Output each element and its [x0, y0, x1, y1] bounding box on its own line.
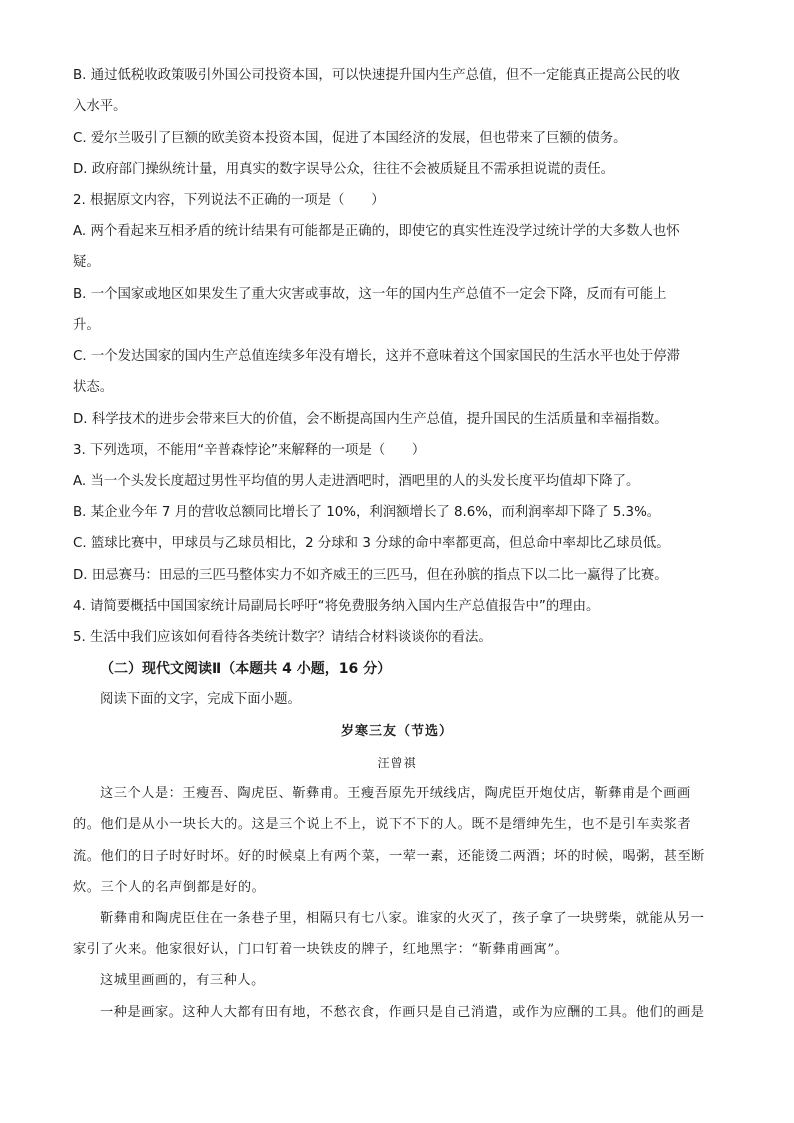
q1-option-c: C. 爱尔兰吸引了巨额的欧美资本投资本国，促进了本国经济的发展，但也带来了巨额的债务。 [73, 131, 627, 146]
q3-option-a: A. 当一个头发长度超过男性平均值的男人走进酒吧时，酒吧里的人的头发长度平均值却下降了。 [73, 474, 640, 489]
q2-stem: 2. 根据原文内容，下列说法不正确的一项是（ ） [73, 193, 385, 208]
q3-option-c: C. 篮球比赛中，甲球员与乙球员相比，2 分球和 3 分球的命中率都更高，但总命中率却比乙球员低。 [73, 536, 670, 551]
q2-option-b-line1: B. 一个国家或地区如果发生了重大灾害或事故，这一年的国内生产总值不一定会下降，反而有可能上 [73, 287, 667, 302]
section-instruction: 阅读下面的文字，完成下面小题。 [100, 692, 301, 707]
q2-option-c-line2: 状态。 [73, 380, 114, 395]
passage-p3: 这城里画画的，有三种人。 [100, 973, 265, 988]
passage-author: 汪曾祺 [377, 756, 417, 770]
q2-option-d: D. 科学技术的进步会带来巨大的价值，会不断提高国内生产总值，提升国民的生活质量和幸福指数。 [73, 412, 668, 427]
q1-option-b-line1: B. 通过低税收政策吸引外国公司投资本国，可以快速提升国内生产总值，但不一定能真正提高公民的收 [73, 68, 680, 83]
q1-option-d: D. 政府部门操纵统计量，用真实的数字误导公众，往往不会被质疑且不需承担说谎的责任。 [73, 162, 615, 177]
passage-p1-line4: 炊。三个人的名声倒都是好的。 [73, 880, 266, 895]
q2-option-b-line2: 升。 [73, 318, 100, 333]
passage-title: 岁寒三友（节选） [340, 724, 453, 739]
passage-p1-line3: 流。他们的日子时好时坏。好的时候桌上有两个菜，一荤一素，还能烫二两酒；坏的时候，喝粥，甚至断 [73, 849, 705, 864]
q2-option-c-line1: C. 一个发达国家的国内生产总值连续多年没有增长，这并不意味着这个国家国民的生活水平也处于停滞 [73, 349, 681, 364]
q2-option-a-line1: A. 两个看起来互相矛盾的统计结果有可能都是正确的，即使它的真实性连没学过统计学的大多数人也怀 [73, 224, 680, 239]
passage-p2-line1: 靳彝甫和陶虎臣住在一条巷子里，相隔只有七八家。谁家的火灭了，孩子拿了一块劈柴，就能从另一 [100, 911, 705, 926]
passage-p2-line2: 家引了火来。他家很好认，门口钉着一块铁皮的牌子，红地黑字：“靳彝甫画寓”。 [73, 942, 569, 957]
section-title: （二）现代文阅读Ⅱ（本题共 4 小题，16 分） [100, 661, 392, 677]
passage-p4-line1: 一种是画家。这种人大都有田有地，不愁衣食，作画只是自己消遣，或作为应酬的工具。他们的画是 [100, 1005, 705, 1020]
q3-option-d: D. 田忌赛马：田忌的三匹马整体实力不如齐威王的三匹马，但在孙膑的指点下以二比一赢得了比赛。 [73, 568, 668, 583]
q5-stem: 5. 生活中我们应该如何看待各类统计数字？请结合材料谈谈你的看法。 [73, 630, 492, 645]
q1-option-b-line2: 入水平。 [73, 99, 127, 114]
passage-p1-line2: 的。他们是从小一块长大的。这是三个说上不上，说下不下的人。既不是缙绅先生，也不是引车卖浆者 [73, 817, 692, 832]
q3-stem: 3. 下列选项，不能用“辛普森悖论”来解释的一项是（ ） [73, 443, 426, 458]
passage-p1-line1: 这三个人是：王瘦吾、陶虎臣、靳彝甫。王瘦吾原先开绒线店，陶虎臣开炮仗店，靳彝甫是个画画 [100, 786, 691, 801]
q3-option-b: B. 某企业今年 7 月的营收总额同比增长了 10%，利润额增长了 8.6%，而利润率却下降了 5.3%。 [73, 505, 661, 520]
q2-option-a-line2: 疑。 [73, 255, 100, 270]
q4-stem: 4. 请简要概括中国国家统计局副局长呼吁“将免费服务纳入国内生产总值报告中”的理由。 [73, 599, 600, 614]
